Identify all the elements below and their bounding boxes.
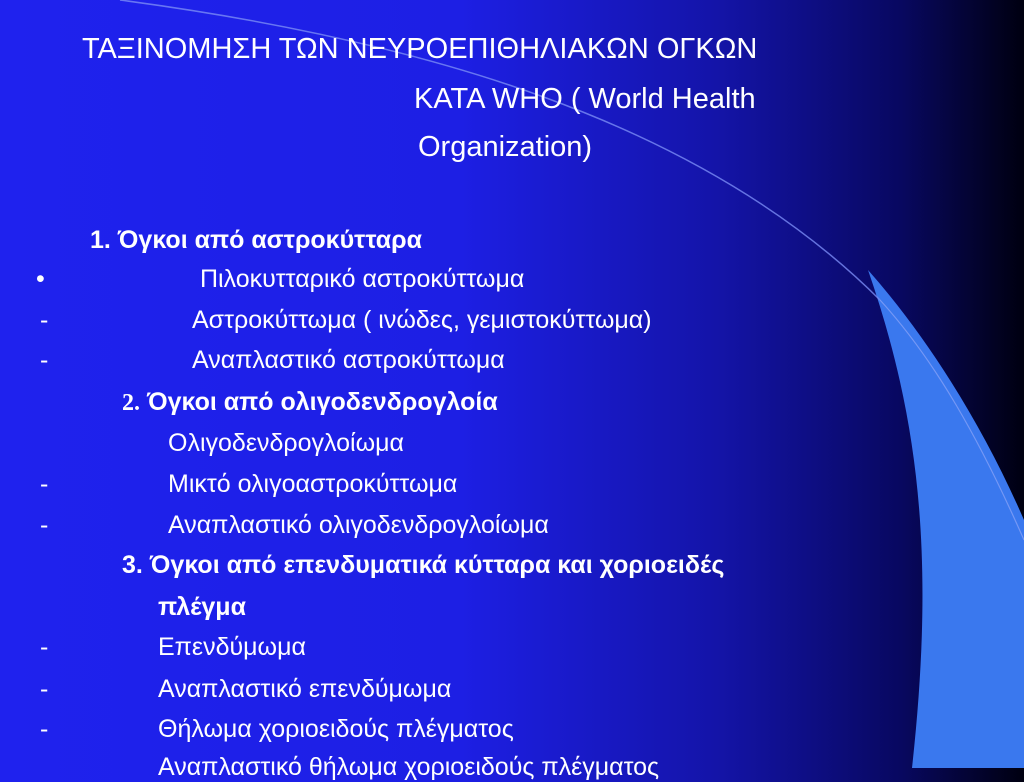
dash-marker: -	[40, 633, 49, 661]
light-blue-swoosh	[868, 270, 1024, 768]
section-2-title: Όγκοι από ολιγοδενδρογλοία	[146, 388, 498, 416]
list-item: Θήλωμα χοριοειδούς πλέγματος	[158, 715, 514, 743]
list-item: Μικτό ολιγοαστροκύττωμα	[168, 470, 458, 498]
section-2-heading	[122, 387, 498, 418]
list-item: Ολιγοδενδρογλοίωμα	[168, 429, 404, 457]
dash-marker: -	[40, 511, 49, 539]
list-item: Αστροκύττωμα ( ινώδες, γεμιστοκύττωμα)	[192, 306, 652, 334]
section-3-heading-line-1: 3. Όγκοι από επενδυματικά κύτταρα και χοριοειδές	[122, 551, 725, 579]
list-item: Αναπλαστικό αστροκύττωμα	[192, 346, 505, 374]
list-item-cut-off: Αναπλαστικό θήλωμα χοριοειδούς πλέγματος	[158, 753, 660, 781]
slide-title-line-2: ΚΑΤΑ WHO ( World Health	[414, 83, 756, 115]
dash-marker: -	[40, 715, 49, 743]
bullet-marker: •	[36, 265, 45, 293]
dash-marker: -	[40, 306, 49, 334]
list-item: Αναπλαστικό επενδύμωμα	[158, 675, 452, 703]
slide-title-line-1: ΤΑΞΙΝΟΜΗΣΗ ΤΩΝ ΝΕΥΡΟΕΠΙΘΗΛΙΑΚΩΝ ΟΓΚΩΝ	[82, 33, 758, 65]
list-item: Αναπλαστικό ολιγοδενδρογλοίωμα	[168, 511, 549, 539]
dash-marker: -	[40, 346, 49, 374]
dash-marker: -	[40, 470, 49, 498]
list-item: Επενδύμωμα	[158, 633, 306, 661]
dash-marker: -	[40, 675, 49, 703]
list-item: Πιλοκυτταρικό αστροκύττωμα	[200, 265, 525, 293]
section-3-heading-line-2: πλέγμα	[158, 593, 246, 621]
section-1-heading: 1. Όγκοι από αστροκύτταρα	[90, 226, 422, 254]
section-2-number: 2.	[122, 390, 140, 416]
slide-title-line-3: Organization)	[418, 131, 593, 163]
